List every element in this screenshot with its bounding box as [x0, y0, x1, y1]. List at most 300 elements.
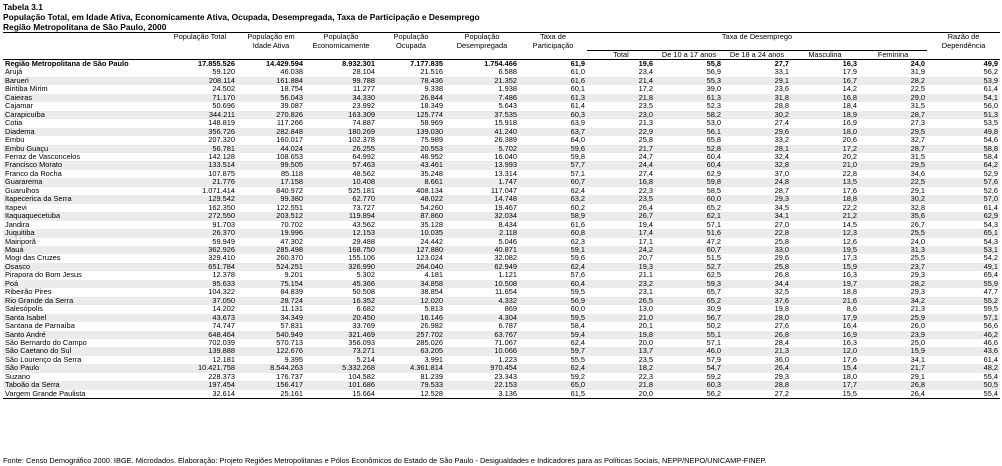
- table-cell: 50.508: [352, 288, 375, 297]
- table-cell: 65,2: [655, 297, 723, 305]
- table-cell: 168.750: [305, 246, 377, 254]
- table-cell: 29,3: [910, 271, 926, 280]
- header-ocupada: População Ocupada: [377, 33, 445, 51]
- table-row: [3, 85, 1000, 93]
- table-cell: 5.046: [498, 237, 517, 246]
- row-label: Mairiporã: [5, 237, 36, 246]
- row-label: Jandira: [5, 220, 30, 229]
- table-cell: 34,5: [774, 203, 789, 212]
- row-label: Franco da Rocha: [5, 169, 62, 178]
- table-cell: 29.488: [352, 237, 375, 246]
- table-cell: 60,1: [570, 85, 585, 94]
- table-cell: 59,2: [706, 372, 721, 381]
- table-cell: 26,4: [723, 364, 791, 372]
- header-desemprego-10-17: De 10 a 17 anos: [655, 50, 723, 60]
- table-cell: 35,6: [859, 212, 927, 220]
- table-cell: 21,6: [791, 297, 859, 305]
- table-cell: 60,3: [519, 111, 587, 119]
- table-cell: 91.703: [212, 220, 235, 229]
- table-cell: 15,9: [791, 263, 859, 271]
- table-cell: 117.266: [276, 119, 303, 128]
- table-row: [3, 373, 1000, 381]
- table-cell: 65,0: [519, 381, 587, 389]
- table-cell: 32.614: [163, 390, 237, 399]
- table-cell: 18,8: [842, 288, 857, 297]
- table-cell: 160.017: [276, 136, 303, 145]
- table-cell: 54,2: [983, 254, 999, 263]
- table-cell: 23.992: [352, 102, 375, 111]
- table-row: [3, 246, 1000, 254]
- table-cell: 21,8: [587, 94, 655, 102]
- table-cell: 12,6: [842, 237, 857, 246]
- table-title-block: [3, 2, 480, 32]
- table-cell: 5.302: [356, 271, 375, 280]
- table-row: [3, 322, 1000, 330]
- table-cell: 3.991: [424, 355, 443, 364]
- table-cell: 19,8: [774, 305, 789, 314]
- table-cell: 62,1: [655, 212, 723, 220]
- table-cell: 28,2: [859, 77, 927, 85]
- table-cell: 37,6: [723, 297, 791, 305]
- table-cell: 29,5: [859, 128, 927, 136]
- table-cell: 56,2: [655, 390, 723, 399]
- table-cell: 6.682: [356, 305, 375, 314]
- table-cell: 25,8: [723, 263, 791, 271]
- table-cell: 55,4: [983, 372, 999, 381]
- table-cell: 37,0: [774, 169, 789, 178]
- table-row: [3, 271, 1000, 279]
- table-cell: 285.498: [237, 246, 305, 254]
- table-cell: 61,4: [983, 355, 999, 364]
- table-cell: 21,8: [587, 381, 655, 389]
- table-cell: 24.502: [212, 85, 235, 94]
- table-cell: 59,5: [570, 288, 585, 297]
- table-cell: 21,0: [587, 314, 655, 322]
- table-cell: 48.562: [352, 169, 375, 178]
- table-cell: 15,4: [791, 364, 859, 372]
- table-cell: 20,0: [587, 390, 655, 399]
- table-cell: 56,0: [983, 102, 999, 111]
- table-cell: 73.727: [352, 203, 375, 212]
- table-cell: 228.373: [208, 372, 235, 381]
- table-cell: 38.854: [420, 288, 443, 297]
- table-cell: 107.875: [208, 169, 235, 178]
- table-cell: 35.128: [420, 220, 443, 229]
- table-cell: 55,4: [927, 390, 1000, 399]
- table-cell: 14.429.594: [266, 59, 303, 68]
- table-row: [3, 263, 1000, 271]
- row-label: Biritiba Mirim: [5, 85, 48, 94]
- table-cell: 60,0: [570, 305, 585, 314]
- row-label: Osasco: [3, 263, 163, 271]
- table-cell: 22,3: [638, 186, 653, 195]
- table-cell: 55,8: [706, 59, 721, 68]
- table-cell: 59,7: [519, 347, 587, 355]
- table-cell: 24,0: [910, 237, 926, 246]
- table-cell: 23,5: [587, 195, 655, 203]
- table-cell: 49,9: [983, 59, 999, 68]
- table-cell: 17,9: [842, 68, 857, 77]
- table-cell: 26,7: [910, 220, 926, 229]
- table-cell: 54,6: [983, 136, 999, 145]
- table-cell: 32,7: [910, 136, 926, 145]
- table-cell: 29,3: [774, 372, 789, 381]
- table-cell: 55,3: [655, 77, 723, 85]
- table-cell: 32.034: [445, 212, 519, 220]
- table-cell: 27,0: [774, 220, 789, 229]
- table-cell: 1.754.466: [484, 59, 517, 68]
- table-cell: 1.938: [498, 85, 517, 94]
- table-cell: 23,6: [774, 85, 789, 94]
- table-cell: 17,3: [842, 254, 857, 263]
- table-cell: 71.067: [494, 338, 517, 347]
- table-cell: 29,5: [859, 161, 927, 169]
- table-cell: 23,5: [638, 102, 653, 111]
- table-cell: 27,2: [723, 390, 791, 399]
- table-cell: 56,9: [706, 68, 721, 77]
- table-cell: 50,2: [706, 322, 721, 331]
- header-desemprego-feminina: Feminina: [859, 50, 927, 60]
- table-row: [3, 145, 1000, 153]
- table-cell: 25,0: [910, 338, 926, 347]
- table-cell: 326.990: [305, 263, 377, 271]
- table-cell: 65,7: [706, 288, 721, 297]
- table-cell: 18,2: [587, 364, 655, 372]
- table-cell: 62.949: [445, 263, 519, 271]
- table-cell: 32.082: [494, 254, 517, 263]
- table-cell: 79.533: [377, 381, 445, 389]
- row-label: São Caetano do Sul: [3, 347, 163, 355]
- table-cell: 161.884: [237, 77, 305, 85]
- table-cell: 18.754: [280, 85, 303, 94]
- table-cell: 48.022: [377, 195, 445, 203]
- table-cell: 60,3: [655, 381, 723, 389]
- row-label: Francisco Morato: [3, 161, 163, 169]
- table-cell: 60,7: [519, 178, 587, 186]
- table-cell: 24.442: [420, 237, 443, 246]
- header-participacao: Taxa de Participação: [519, 33, 587, 51]
- table-cell: 60,8: [519, 229, 587, 237]
- table-cell: 64,2: [927, 161, 1000, 169]
- table-cell: 20,0: [638, 338, 653, 347]
- header-desemprego-18-24: De 18 a 24 anos: [723, 50, 791, 60]
- table-cell: 34.349: [237, 314, 305, 322]
- table-cell: 29,6: [723, 128, 791, 136]
- table-cell: 362.926: [163, 246, 237, 254]
- table-cell: 54,1: [927, 94, 1000, 102]
- table-row: [3, 161, 1000, 169]
- table-cell: 7.486: [445, 94, 519, 102]
- table-cell: 26,8: [774, 271, 789, 280]
- table-cell: 19.467: [494, 203, 517, 212]
- table-cell: 30,2: [859, 195, 927, 203]
- table-cell: 24,0: [910, 59, 926, 68]
- table-cell: 47,2: [706, 237, 721, 246]
- table-cell: 61,3: [519, 94, 587, 102]
- row-label: Embu Guaçu: [3, 145, 163, 153]
- table-cell: 19,5: [791, 246, 859, 254]
- table-cell: 57,7: [519, 161, 587, 169]
- table-row: [3, 170, 1000, 178]
- table-cell: 18,4: [842, 102, 857, 111]
- table-cell: 25.161: [237, 390, 305, 399]
- table-cell: 21,1: [638, 271, 653, 280]
- table-cell: 129.542: [163, 195, 237, 203]
- table-cell: 63.767: [445, 331, 519, 339]
- table-cell: 61,6: [570, 220, 585, 229]
- table-cell: 52,9: [983, 169, 999, 178]
- table-row: [3, 128, 1000, 136]
- table-cell: 524.251: [237, 263, 305, 271]
- table-cell: 13,5: [791, 178, 859, 186]
- table-cell: 9.201: [284, 271, 303, 280]
- table-cell: 139.888: [163, 347, 237, 355]
- table-cell: 10.508: [445, 280, 519, 288]
- table-cell: 25,8: [638, 136, 653, 145]
- table-cell: 17,6: [842, 186, 857, 195]
- table-cell: 20.450: [305, 314, 377, 322]
- table-cell: 58.969: [420, 119, 443, 128]
- table-cell: 50,5: [927, 381, 1000, 389]
- table-cell: 31,3: [859, 246, 927, 254]
- table-cell: 28,1: [723, 145, 791, 153]
- table-row: [3, 305, 1000, 313]
- table-cell: 20.553: [377, 145, 445, 153]
- table-number: Tabela 3.1: [3, 2, 43, 12]
- table-cell: 95.633: [163, 280, 237, 288]
- table-cell: 15,9: [859, 347, 927, 355]
- table-row: [3, 195, 1000, 203]
- table-cell: 55,9: [927, 280, 1000, 288]
- table-cell: 15.664: [305, 390, 377, 399]
- table-cell: 58,8: [927, 145, 1000, 153]
- table-cell: 34.858: [377, 280, 445, 288]
- table-cell: 19,8: [587, 331, 655, 339]
- table-cell: 63,2: [519, 195, 587, 203]
- table-cell: 60,4: [519, 280, 587, 288]
- table-cell: 26.982: [420, 322, 443, 331]
- table-cell: 10.066: [445, 347, 519, 355]
- row-label: Mogi das Cruzes: [5, 254, 61, 263]
- table-cell: 16,3: [842, 271, 857, 280]
- table-cell: 21,7: [859, 364, 927, 372]
- row-label: São Bernardo do Campo: [5, 338, 87, 347]
- table-cell: 57,1: [706, 220, 721, 229]
- table-cell: 59,2: [570, 372, 585, 381]
- table-cell: 119.894: [305, 212, 377, 220]
- table-cell: 61,4: [983, 203, 999, 212]
- table-subtitle: Região Metropolitana de São Paulo, 2000: [3, 22, 167, 32]
- table-cell: 28,7: [774, 186, 789, 195]
- table-cell: 9.338: [424, 85, 443, 94]
- table-cell: 27,4: [638, 169, 653, 178]
- table-cell: 65,2: [706, 203, 721, 212]
- table-cell: 26,5: [587, 297, 655, 305]
- table-cell: 28,2: [859, 280, 927, 288]
- table-cell: 49,8: [927, 128, 1000, 136]
- table-cell: 29,1: [910, 186, 926, 195]
- table-cell: 53,9: [927, 77, 1000, 85]
- table-cell: 22,5: [859, 178, 927, 186]
- table-cell: 87.860: [377, 212, 445, 220]
- table-cell: 28,7: [859, 111, 927, 119]
- table-cell: 3.136: [445, 390, 519, 399]
- table-cell: 570.713: [276, 338, 303, 347]
- table-cell: 51,3: [927, 111, 1000, 119]
- table-cell: 56,1: [655, 128, 723, 136]
- table-cell: 62,4: [570, 186, 585, 195]
- table-cell: 44.024: [237, 145, 305, 153]
- table-cell: 14,5: [842, 220, 857, 229]
- table-cell: 62.770: [305, 195, 377, 203]
- table-cell: 127.880: [377, 246, 445, 254]
- table-cell: 24,7: [638, 152, 653, 161]
- table-cell: 61,4: [570, 102, 585, 111]
- table-cell: 14.202: [212, 305, 235, 314]
- table-cell: 26.389: [494, 136, 517, 145]
- source-note: Fonte: Censo Demográfico 2000. IBGE. Microdados. Elaboração: Projeto Regiões Metropolitanas e Pólos Econômicos do Estado de São Paulo - Desigualdades e Indicadores para as Políticas Sociais, NEPP/NEPO/UNICAMP-FINEP.: [3, 456, 767, 465]
- table-cell: 26,7: [587, 212, 655, 220]
- table-cell: 5.702: [445, 145, 519, 153]
- table-cell: 19.996: [237, 229, 305, 237]
- table-cell: 20,6: [842, 136, 857, 145]
- table-cell: 30,2: [723, 111, 791, 119]
- table-cell: 34,4: [723, 280, 791, 288]
- table-cell: 59.949: [212, 237, 235, 246]
- row-label: Carapicuíba: [3, 111, 163, 119]
- table-cell: 21,3: [723, 347, 791, 355]
- table-cell: 74.887: [352, 119, 375, 128]
- row-label: Guararema: [3, 178, 163, 186]
- table-cell: 57,6: [570, 271, 585, 280]
- table-cell: 148.819: [208, 119, 235, 128]
- table-cell: 64,0: [570, 136, 585, 145]
- table-cell: 61,0: [570, 68, 585, 77]
- table-cell: 13,7: [587, 347, 655, 355]
- table-cell: 27,7: [774, 59, 789, 68]
- table-cell: 62,5: [706, 271, 721, 280]
- table-cell: 18,0: [791, 128, 859, 136]
- table-cell: 58,5: [706, 186, 721, 195]
- table-row: [3, 136, 1000, 144]
- table-cell: 108.653: [276, 152, 303, 161]
- table-cell: 51,6: [655, 229, 723, 237]
- table-cell: 16,3: [842, 338, 857, 347]
- table-cell: 99.505: [237, 161, 305, 169]
- table-cell: 60,4: [706, 152, 721, 161]
- table-cell: 59,8: [655, 178, 723, 186]
- table-cell: 525.181: [348, 186, 375, 195]
- table-cell: 48,2: [927, 364, 1000, 372]
- table-cell: 5.214: [356, 355, 375, 364]
- table-cell: 16.040: [494, 152, 517, 161]
- table-cell: 17.158: [237, 178, 305, 186]
- table-cell: 65,1: [927, 229, 1000, 237]
- row-label: Taboão da Serra: [3, 381, 163, 389]
- table-cell: 12.153: [305, 229, 377, 237]
- row-label: Santa Isabel: [3, 314, 163, 322]
- table-cell: 53,0: [706, 119, 721, 128]
- table-cell: 133.514: [163, 161, 237, 169]
- table-row: [3, 364, 1000, 372]
- table-cell: 23,4: [638, 68, 653, 77]
- table-cell: 99.380: [237, 195, 305, 203]
- table-cell: 344.211: [163, 111, 237, 119]
- table-cell: 19,4: [638, 220, 653, 229]
- table-cell: 58,4: [570, 322, 585, 331]
- table-cell: 197.454: [163, 381, 237, 389]
- table-cell: 59,1: [519, 246, 587, 254]
- table-cell: 21.516: [420, 68, 443, 77]
- table-cell: 20,7: [638, 254, 653, 263]
- table-cell: 46,6: [983, 338, 999, 347]
- table-cell: 43.461: [377, 161, 445, 169]
- table-cell: 26.370: [163, 229, 237, 237]
- table-cell: 356.726: [163, 128, 237, 136]
- table-cell: 24,8: [723, 178, 791, 186]
- table-cell: 155.106: [348, 254, 375, 263]
- table-cell: 260.370: [276, 254, 303, 263]
- table-cell: 74.747: [212, 322, 235, 331]
- table-cell: 63,9: [570, 119, 585, 128]
- table-cell: 31,9: [910, 68, 926, 77]
- table-cell: 156.417: [237, 381, 305, 389]
- table-cell: 869: [504, 305, 517, 314]
- table-cell: 57,1: [706, 338, 721, 347]
- table-cell: 356.093: [348, 338, 375, 347]
- table-cell: 26,4: [859, 390, 927, 399]
- table-cell: 272.550: [163, 212, 237, 220]
- table-cell: 34,6: [910, 169, 926, 178]
- table-cell: 4.332: [445, 297, 519, 305]
- table-cell: 19,3: [587, 263, 655, 271]
- table-row: [3, 204, 1000, 212]
- table-cell: 12,0: [791, 347, 859, 355]
- table-cell: 22.153: [445, 381, 519, 389]
- table-cell: 58,2: [655, 111, 723, 119]
- table-row: [3, 68, 1000, 76]
- table-cell: 75.989: [420, 136, 443, 145]
- table-cell: 23,5: [638, 355, 653, 364]
- row-label: Itapevi: [5, 203, 27, 212]
- table-cell: 16,8: [791, 94, 859, 102]
- table-body: [3, 60, 1000, 399]
- table-cell: 35.248: [420, 169, 443, 178]
- row-label: Itaquaquecetuba: [3, 212, 163, 220]
- table-cell: 23,0: [587, 111, 655, 119]
- table-cell: 21.776: [163, 178, 237, 186]
- table-cell: 28,4: [774, 338, 789, 347]
- table-cell: 26.255: [305, 145, 377, 153]
- table-cell: 46,2: [927, 331, 1000, 339]
- table-cell: 33,0: [723, 246, 791, 254]
- table-cell: 41.240: [445, 128, 519, 136]
- row-label: Mauá: [3, 246, 163, 254]
- table-cell: 46,0: [655, 347, 723, 355]
- table-cell: 163.309: [305, 111, 377, 119]
- table-cell: 34,1: [910, 355, 926, 364]
- table-cell: 12.181: [212, 355, 235, 364]
- table-cell: 56.043: [237, 94, 305, 102]
- table-cell: 28,8: [723, 381, 791, 389]
- table-cell: 18,9: [791, 111, 859, 119]
- table-cell: 31,5: [910, 102, 926, 111]
- table-cell: 56,6: [983, 322, 999, 331]
- table-cell: 5.332.268: [305, 364, 377, 372]
- data-table: [3, 32, 1000, 399]
- table-cell: 1.071.414: [202, 186, 235, 195]
- table-cell: 33.769: [352, 322, 375, 331]
